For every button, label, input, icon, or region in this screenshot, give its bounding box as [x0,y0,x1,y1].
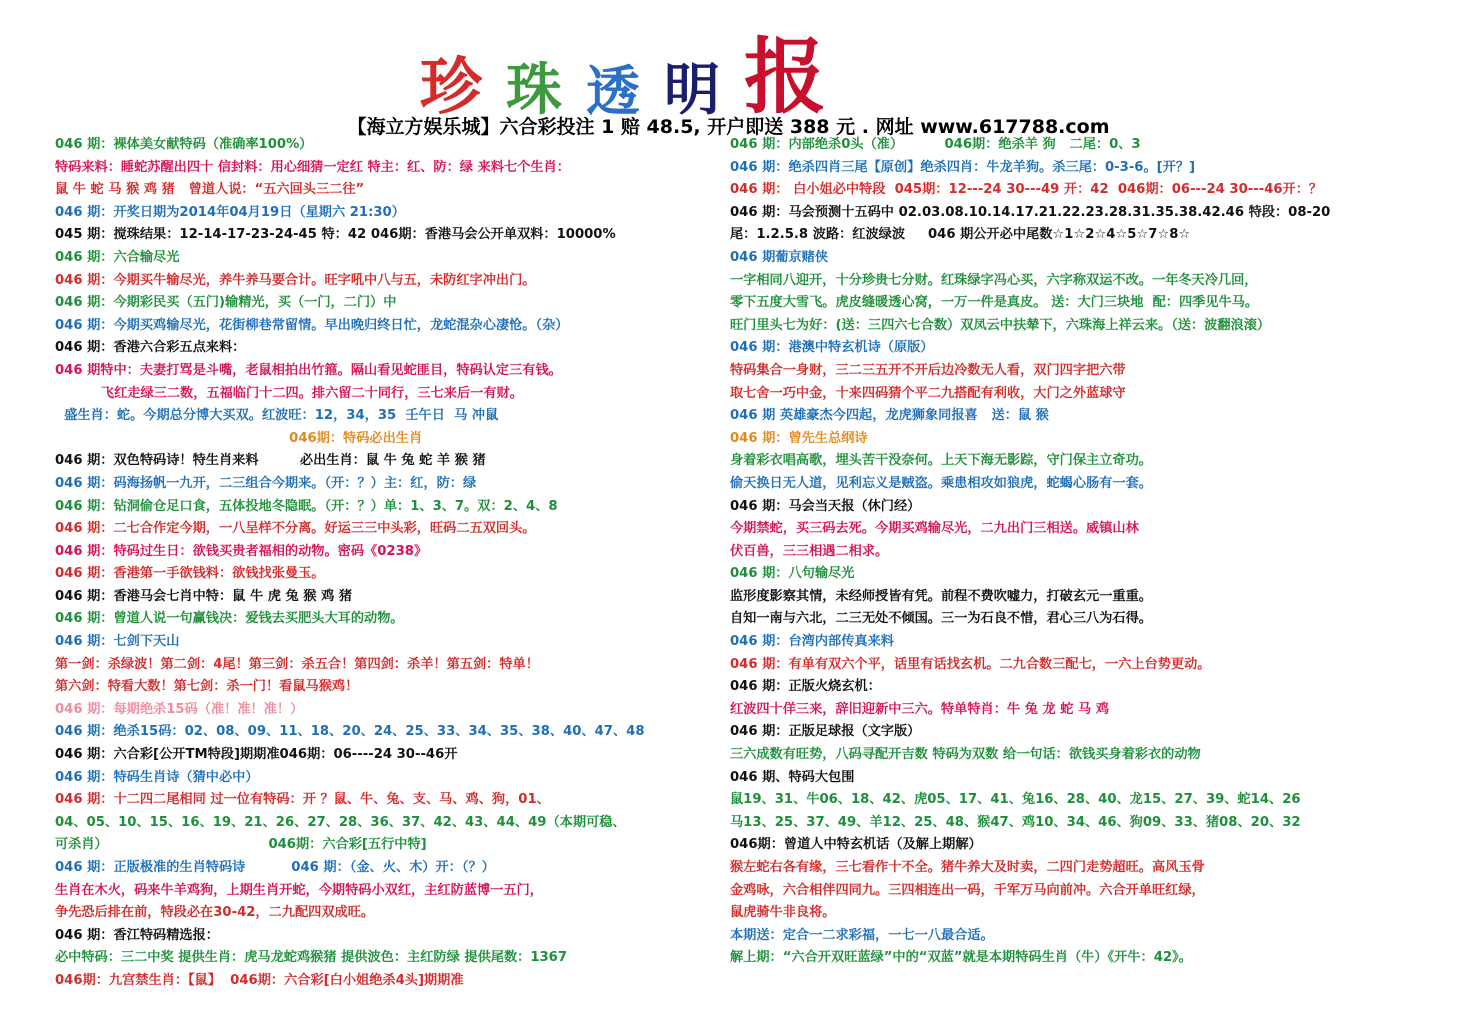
title-char: 报 [744,29,827,125]
title-char: 明 [664,57,721,123]
text-line: 046期：曾道人中特玄机话（及解上期解） [730,837,982,853]
text-line: 04、05、10、15、16、19、21、26、27、28、36、37、42、43、44、49（本期可稳、 [55,814,626,830]
text-line: 046 期：六合彩[公开TM特段]期期准046期：06----24 30--46开 [55,747,458,763]
text-line: 045 期：搅珠结果：12-14-17-23-24-45 特：42 046期：香港马会公开单双料：10000% [55,227,616,243]
text-line: 046 期：码海扬帆一九开，二三组合今期来。（开：？）主：红，防：绿 [55,475,477,491]
text-line: 046 期：特码过生日：欲钱买贵者福相的动物。密码《0238》 [55,543,428,559]
text-line: 本期送：定合一二求彩福，一七一八最合适。 [730,927,994,943]
text-line: 046 期：曾先生总纲诗 [730,430,868,446]
text-line: 046 期：六合输尽光 [55,249,180,265]
text-line: 046 期：今期彩民买（五门)输精光，买（一门，二门）中 [55,295,397,311]
text-line: 争先恐后排在前，特段必在30-42，二九配四双成旺。 [55,905,375,921]
ad-banner: 【海立方娱乐城】六合彩投注 1 赔 48.5, 开户即送 388 元 . 网址 www.617788.com [347,116,1110,138]
text-line: 046 期：有单有双六个平，话里有话找玄机。二九合数三配七，一六上台势更动。 [730,656,1211,672]
title-char: 珠 [506,57,563,123]
text-line: 红波四十佯三来，辞旧迎新中三六。特单特肖：牛 兔 龙 蛇 马 鸡 [730,701,1110,717]
text-line: 046 期：二七合作定今期，一八呈样不分离。好运三三中头彩，旺码二五双回头。 [55,521,536,537]
text-line: 三六成数有旺势，八码寻配开吉数 特码为双数 给一句话：欲钱买身着彩衣的动物 [730,747,1201,763]
text-line: 尾：1.2.5.8 波路：红波绿波 046 期公开必中尾数☆1☆2☆4☆5☆7☆8☆ [730,227,1191,243]
text-line: 046 期：开奖日期为2014年04月19日（星期六 21:30） [55,204,405,220]
text-line: 自知一南与六北，二三无处不倾国。三一为石良不惜，君心三八为石得。 [730,611,1152,627]
text-line: 金鸡咏，六合相伴四同九。三四相连出一码，千军万马向前冲。六合开单旺红绿， [730,882,1205,898]
text-line: 046 期：香港六合彩五点来料： [55,340,246,356]
page-title [420,28,900,125]
title-char: 透 [586,59,641,123]
text-line: 046 期：今期买牛输尽光，养牛养马要合计。旺字吼中八与五，未防红字冲出门。 [55,272,536,288]
text-line: 鼠 牛 蛇 马 猴 鸡 猪 曾道人说：“五六回头三二往” [55,182,365,198]
text-line: 监形度影察其情，未经师授皆有凭。前程不费吹嘘力，打破玄元一重重。 [730,588,1152,604]
text-line: 046 期：七剑下天山 [55,634,180,650]
title-char: 珍 [420,50,483,123]
text-line: 046 期：钻洞偷仓足口食，五体投地冬隐眠。（开：？）单：1、3、7。双：2、4、8 [55,498,558,514]
text-line: 鼠虎骑牛非良将。 [730,905,836,921]
text-line: 046期：特码必出生肖 [55,430,423,446]
text-line: 取七舍一巧中金，十来四码猜个平二九搭配有利收，大门之外蓝球守 [730,385,1126,401]
text-line: 生肖在木火，码来牛羊鸡狗，上期生肖开蛇，今期特码小双红，主红防蓝博一五门， [55,882,543,898]
text-line: 第六剑：特看大数！第七剑：杀一门！看鼠马猴鸡！ [55,679,359,695]
text-line: 伏百兽，三三相遇二相求。 [730,543,889,559]
text-line: 046 期 英雄豪杰今四起，龙虎狮象同报喜 送：鼠 猴 [730,408,1049,424]
text-line: 马13、25、37、49、羊12、25、48、猴47、鸡10、34、46、狗09、33、猪08、20、32 [730,814,1301,830]
left-column [55,134,695,993]
text-line: 046 期：香港第一手欲钱料：欲钱找张曼玉。 [55,566,325,582]
text-line: 飞红走绿三二数，五福临门十二四。排六留二十同行，三七来后一有财。 [55,385,523,401]
text-line: 一字相同八迎开，十分珍贵七分财。红珠绿字冯心买，六字称双运不改。一年冬天冷几回， [730,272,1258,288]
text-line: 旺门里头七为好：(送：三四六七合数）双凤云中扶辇下，六珠海上祥云来。（送：波翻浪滚） [730,317,1271,333]
text-line: 特码来料：睡蛇苏醒出四十 信封料：用心细猜一定红 特主：红、防：绿 来料七个生肖： [55,159,570,175]
text-line: 046 期特中：夫妻打骂是斗嘴，老鼠相拍出竹箍。隔山看见蛇匪目，特码认定三有钱。 [55,362,562,378]
text-line: 可杀肖） 046期：六合彩[五行中特] [55,837,427,853]
text-line: 046 期： 白小姐必中特段 045期：12---24 30---49 开：42 046期：06---24 30---46开：？ [730,182,1323,198]
text-line: 偷天换日无人道，见利忘义是贼盗。乘患相攻如狼虎，蛇蝎心肠有一套。 [730,475,1152,491]
text-line: 046 期：马会当天报（休门经） [730,498,921,514]
text-line: 盛生肖：蛇。今期总分博大买双。红波旺：12，34，35 壬午日 马 冲鼠 [55,408,499,424]
text-line: 046 期：台湾内部传真来料 [730,634,894,650]
text-line: 零下五度大雪飞。虎皮缝暖透心窝，一万一件是真皮。 送：大门三块地 配：四季见牛马。 [730,295,1259,311]
text-line: 今期禁蛇，买三码去死。今期买鸡输尽光，二九出门三相送。威镇山林 [730,521,1139,537]
text-line: 046 期：内部绝杀0头（准） 046期：绝杀羊 狗 二尾：0、3 [730,137,1141,152]
text-line: 046 期：双色特码诗！特生肖来料 必出生肖：鼠 牛 兔 蛇 羊 猴 猪 [55,453,486,469]
text-line: 046 期：十二四二尾相同 过一位有特码：开 ？鼠、牛、兔、支、马、鸡、狗，01、 [55,792,550,808]
text-line: 解上期：“六合开双旺蓝绿”中的“双蓝”就是本期特码生肖（牛）《开牛：42》。 [730,950,1192,966]
text-line: 046 期：香港马会七肖中特：鼠 牛 虎 兔 猴 鸡 猪 [55,588,353,604]
text-line: 必中特码：三二中奖 提供生肖：虎马龙蛇鸡猴猪 提供波色：主红防绿 提供尾数：1367 [55,950,568,966]
text-line: 046 期：正版极准的生肖特码诗 046 期：（金、火、木）开：（？） [55,860,495,875]
text-line: 046 期：八句输尽光 [730,566,855,582]
text-line: 046 期：绝杀四肖三尾【原创】绝杀四肖：牛龙羊狗。杀三尾：0-3-6。[开？] [730,159,1196,175]
text-line: 046 期：正版火烧玄机： [730,679,881,695]
text-line: 046 期：曾道人说一句赢钱决：爱钱去买肥头大耳的动物。 [55,611,404,627]
text-line: 046 期：正版足球报（文字版） [730,724,921,740]
text-line: 猴左蛇右各有缘，三七看作十不全。猪牛养大及时卖，二四门走势超旺。高风玉骨 [730,860,1205,875]
text-line: 046 期、特码大包围 [730,769,855,785]
text-line: 第一剑：杀绿波！第二剑：4尾！第三剑：杀五合！第四剑：杀羊！第五剑：特单！ [55,656,539,672]
text-line: 046 期：今期买鸡输尽光，花街柳巷常留情。早出晚归终日忙，龙蛇混杂心凄怆。（杂） [55,317,569,333]
text-line: 046 期：每期绝杀15码（准！准！准！） [55,701,304,717]
text-line: 特码集合一身财，三二三五开不开后边冷数无人看，双门四字把六带 [730,362,1126,378]
text-line: 046 期：马会预测十五码中 02.03.08.10.14.17.21.22.23.28.31.35.38.42.46 特段：08-20 [730,204,1331,220]
text-line: 046 期：香江特码精选报： [55,927,219,943]
text-line: 046 期：裸体美女献特码（准确率100%） [55,137,313,152]
text-line: 鼠19、31、牛06、18、42、虎05、17、41、兔16、28、40、龙15、27、39、蛇14、26 [730,792,1301,808]
text-line: 046 期：绝杀15码：02、08、09、11、18、20、24、25、33、34、35、38、40、47、48 [55,724,645,740]
text-line: 身着彩衣唱高歌，埋头苦干没奈何。上天下海无影踪，守门保主立奇功。 [730,453,1152,469]
text-line: 046 期葡京赌侠 [730,249,829,265]
text-line: 046期：九宫禁生肖：【鼠】 046期：六合彩[白小姐绝杀4头]期期准 [55,972,464,988]
text-line: 046 期：港澳中特玄机诗（原版） [730,340,934,356]
right-column [730,134,1430,970]
text-line: 046 期：特码生肖诗（猜中必中） [55,769,259,785]
